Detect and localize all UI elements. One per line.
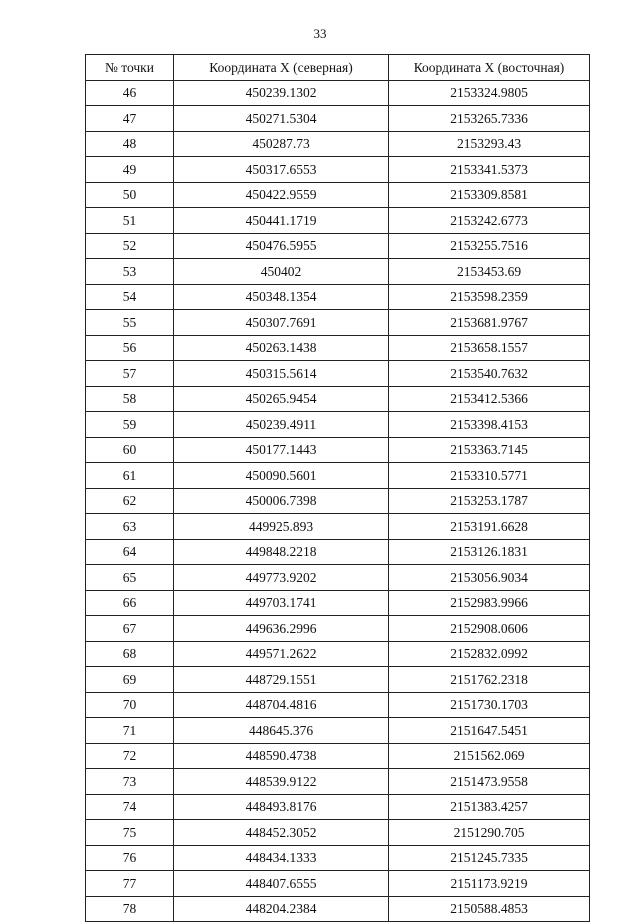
table-row (86, 616, 590, 642)
point-number-cell: 51 (86, 208, 174, 234)
point-number-cell: 67 (86, 616, 174, 642)
table-row (86, 80, 590, 106)
coordinate-east-cell: 2151762.2318 (389, 667, 590, 693)
coordinate-north-cell: 448407.6555 (174, 871, 389, 897)
table-row (86, 463, 590, 489)
coordinate-east-cell: 2152908.0606 (389, 616, 590, 642)
coordinate-north-cell: 449571.2622 (174, 641, 389, 667)
point-number-cell: 59 (86, 412, 174, 438)
coordinate-east-cell: 2151245.7335 (389, 845, 590, 871)
point-number-cell: 77 (86, 871, 174, 897)
coordinate-east-cell: 2151647.5451 (389, 718, 590, 744)
table-row (86, 692, 590, 718)
coordinate-east-cell: 2153341.5373 (389, 157, 590, 183)
point-number-cell: 66 (86, 590, 174, 616)
coordinate-east-cell: 2153242.6773 (389, 208, 590, 234)
header-coordinate-east: Координата X (восточная) (389, 55, 590, 81)
point-number-cell: 75 (86, 820, 174, 846)
coordinate-east-cell: 2153265.7336 (389, 106, 590, 132)
point-number-cell: 57 (86, 361, 174, 387)
coordinate-east-cell: 2153658.1557 (389, 335, 590, 361)
table-row (86, 106, 590, 132)
coordinate-north-cell: 450006.7398 (174, 488, 389, 514)
coordinate-east-cell: 2153363.7145 (389, 437, 590, 463)
coordinate-north-cell: 450441.1719 (174, 208, 389, 234)
point-number-cell: 46 (86, 80, 174, 106)
coordinate-north-cell: 450307.7691 (174, 310, 389, 336)
point-number-cell: 76 (86, 845, 174, 871)
point-number-cell: 74 (86, 794, 174, 820)
point-number-cell: 78 (86, 896, 174, 922)
coordinate-north-cell: 448452.3052 (174, 820, 389, 846)
coordinate-north-cell: 448204.2384 (174, 896, 389, 922)
coordinate-north-cell: 450271.5304 (174, 106, 389, 132)
header-point-number: № точки (86, 55, 174, 81)
coordinate-north-cell: 449925.893 (174, 514, 389, 540)
coordinate-north-cell: 450422.9559 (174, 182, 389, 208)
coordinate-east-cell: 2153681.9767 (389, 310, 590, 336)
table-row (86, 565, 590, 591)
point-number-cell: 54 (86, 284, 174, 310)
point-number-cell: 60 (86, 437, 174, 463)
coordinate-east-cell: 2151730.1703 (389, 692, 590, 718)
coordinate-east-cell: 2153453.69 (389, 259, 590, 285)
table-row (86, 794, 590, 820)
table-row (86, 896, 590, 922)
coordinate-east-cell: 2153253.1787 (389, 488, 590, 514)
point-number-cell: 65 (86, 565, 174, 591)
point-number-cell: 64 (86, 539, 174, 565)
coordinate-north-cell: 450263.1438 (174, 335, 389, 361)
table-row (86, 208, 590, 234)
table-row (86, 514, 590, 540)
coordinate-east-cell: 2151383.4257 (389, 794, 590, 820)
point-number-cell: 61 (86, 463, 174, 489)
coordinate-east-cell: 2153598.2359 (389, 284, 590, 310)
coordinate-east-cell: 2151473.9558 (389, 769, 590, 795)
point-number-cell: 69 (86, 667, 174, 693)
coordinate-east-cell: 2152983.9966 (389, 590, 590, 616)
coordinate-north-cell: 450265.9454 (174, 386, 389, 412)
table-row (86, 845, 590, 871)
table-row (86, 259, 590, 285)
coordinate-east-cell: 2153126.1831 (389, 539, 590, 565)
point-number-cell: 52 (86, 233, 174, 259)
coordinate-north-cell: 449636.2996 (174, 616, 389, 642)
table-row (86, 871, 590, 897)
header-coordinate-north: Координата X (северная) (174, 55, 389, 81)
table-row (86, 335, 590, 361)
point-number-cell: 73 (86, 769, 174, 795)
point-number-cell: 71 (86, 718, 174, 744)
coordinate-east-cell: 2153191.6628 (389, 514, 590, 540)
table-row (86, 769, 590, 795)
table-row (86, 361, 590, 387)
coordinate-north-cell: 448539.9122 (174, 769, 389, 795)
point-number-cell: 62 (86, 488, 174, 514)
table-row (86, 233, 590, 259)
point-number-cell: 49 (86, 157, 174, 183)
point-number-cell: 55 (86, 310, 174, 336)
table-row (86, 157, 590, 183)
coordinate-north-cell: 448434.1333 (174, 845, 389, 871)
coordinate-north-cell: 450287.73 (174, 131, 389, 157)
table-row (86, 743, 590, 769)
coordinate-east-cell: 2151290.705 (389, 820, 590, 846)
point-number-cell: 50 (86, 182, 174, 208)
coordinate-north-cell: 450315.5614 (174, 361, 389, 387)
coordinate-north-cell: 450090.5601 (174, 463, 389, 489)
coordinate-east-cell: 2153056.9034 (389, 565, 590, 591)
point-number-cell: 63 (86, 514, 174, 540)
coordinate-east-cell: 2152832.0992 (389, 641, 590, 667)
table-row (86, 718, 590, 744)
coordinate-east-cell: 2153293.43 (389, 131, 590, 157)
coordinate-east-cell: 2153309.8581 (389, 182, 590, 208)
table-row (86, 539, 590, 565)
coordinate-east-cell: 2153310.5771 (389, 463, 590, 489)
coordinate-east-cell: 2153324.9805 (389, 80, 590, 106)
point-number-cell: 53 (86, 259, 174, 285)
coordinate-north-cell: 450317.6553 (174, 157, 389, 183)
coordinate-north-cell: 448704.4816 (174, 692, 389, 718)
coordinate-north-cell: 450239.1302 (174, 80, 389, 106)
coordinate-north-cell: 449703.1741 (174, 590, 389, 616)
coordinates-table (85, 54, 590, 922)
point-number-cell: 48 (86, 131, 174, 157)
coordinate-north-cell: 450239.4911 (174, 412, 389, 438)
point-number-cell: 58 (86, 386, 174, 412)
coordinate-north-cell: 450177.1443 (174, 437, 389, 463)
coordinate-east-cell: 2153412.5366 (389, 386, 590, 412)
table-row (86, 590, 590, 616)
point-number-cell: 47 (86, 106, 174, 132)
coordinate-east-cell: 2151173.9219 (389, 871, 590, 897)
table-row (86, 641, 590, 667)
point-number-cell: 56 (86, 335, 174, 361)
coordinate-north-cell: 448645.376 (174, 718, 389, 744)
table-row (86, 182, 590, 208)
coordinate-east-cell: 2153398.4153 (389, 412, 590, 438)
point-number-cell: 70 (86, 692, 174, 718)
coordinate-east-cell: 2151562.069 (389, 743, 590, 769)
table-row (86, 488, 590, 514)
coordinate-north-cell: 448729.1551 (174, 667, 389, 693)
coordinate-north-cell: 449773.9202 (174, 565, 389, 591)
coordinate-north-cell: 450476.5955 (174, 233, 389, 259)
coordinate-east-cell: 2150588.4853 (389, 896, 590, 922)
page-number: 33 (313, 26, 327, 41)
point-number-cell: 68 (86, 641, 174, 667)
table-row (86, 437, 590, 463)
table-body (86, 80, 590, 922)
coordinate-north-cell: 448493.8176 (174, 794, 389, 820)
point-number-cell: 72 (86, 743, 174, 769)
table-row (86, 284, 590, 310)
coordinate-north-cell: 450348.1354 (174, 284, 389, 310)
table-row (86, 386, 590, 412)
coordinate-north-cell: 449848.2218 (174, 539, 389, 565)
coordinate-east-cell: 2153255.7516 (389, 233, 590, 259)
table-row (86, 667, 590, 693)
coordinate-north-cell: 450402 (174, 259, 389, 285)
table-row (86, 131, 590, 157)
table-row (86, 820, 590, 846)
coordinate-east-cell: 2153540.7632 (389, 361, 590, 387)
table-header-row (86, 55, 590, 81)
coordinate-north-cell: 448590.4738 (174, 743, 389, 769)
table-row (86, 412, 590, 438)
table-row (86, 310, 590, 336)
